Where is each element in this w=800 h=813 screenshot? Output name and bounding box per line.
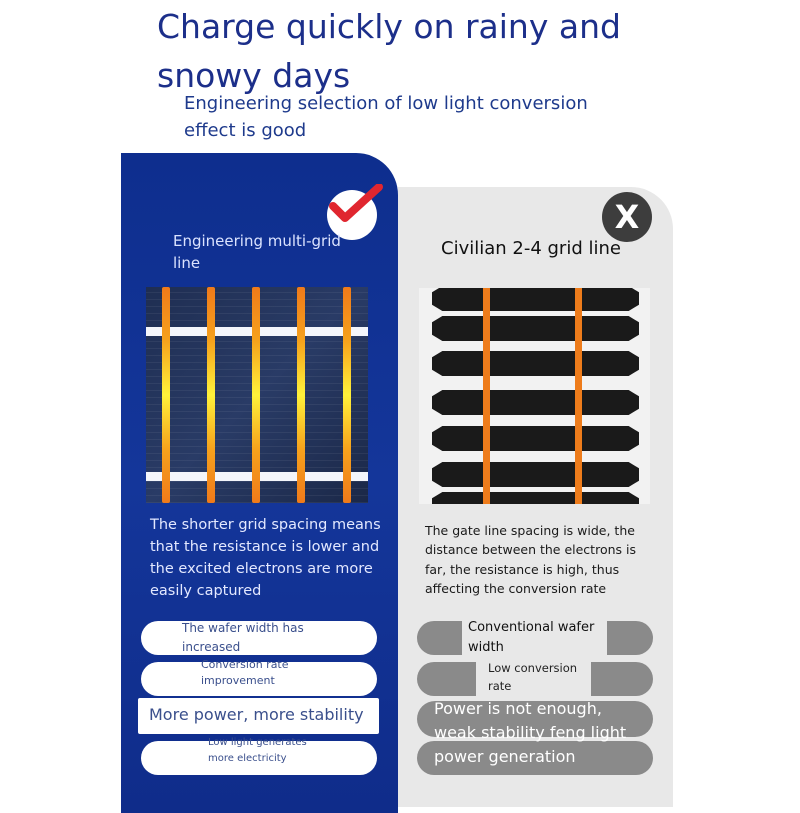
cell-slab [432,288,639,311]
feature-label: More power, more stability [149,705,364,724]
cell-slab [432,462,639,487]
grid-line [252,287,260,503]
page-title: Charge quickly on rainy and snowy days [157,7,621,95]
feature-label: Power is not enough, weak stability feng light power generation [434,699,627,766]
civilian-title: Civilian 2-4 grid line [441,238,621,259]
grid-line [297,287,305,503]
grid-line [343,287,351,503]
cell-slab [432,316,639,341]
grid-line [575,288,582,504]
civilian-cell-image [419,288,650,504]
cell-slab [432,351,639,376]
feature-pill [141,621,377,655]
multi-grid-cell-image [146,287,368,503]
engineering-description: The shorter grid spacing means that the resistance is lower and the excited electrons are more easily captured [150,517,381,599]
grid-line [207,287,215,503]
page-subtitle: Engineering selection of low light conversion effect is good [184,93,588,141]
engineering-title: Engineering multi-grid line [173,232,341,272]
cell-slab [432,390,639,415]
feature-label: Conversion rate improvement [201,658,289,687]
x-icon: X [602,192,652,242]
feature-pill [141,737,377,775]
feature-label: Conventional wafer width [468,620,595,655]
grid-line [483,288,490,504]
feature-label: Low light generates more electricity [208,737,307,764]
cell-slab [432,426,639,451]
feature-label: Low conversion rate [488,661,578,693]
feature-pill [141,658,377,696]
cell-slab [432,492,639,504]
feature-label: The wafer width has increased [182,621,304,654]
civilian-description: The gate line spacing is wide, the distance between the electrons is far, the resistance is high, thus affecting the conversion rate [425,523,636,596]
grid-line [162,287,170,503]
feature-pill [138,698,379,734]
